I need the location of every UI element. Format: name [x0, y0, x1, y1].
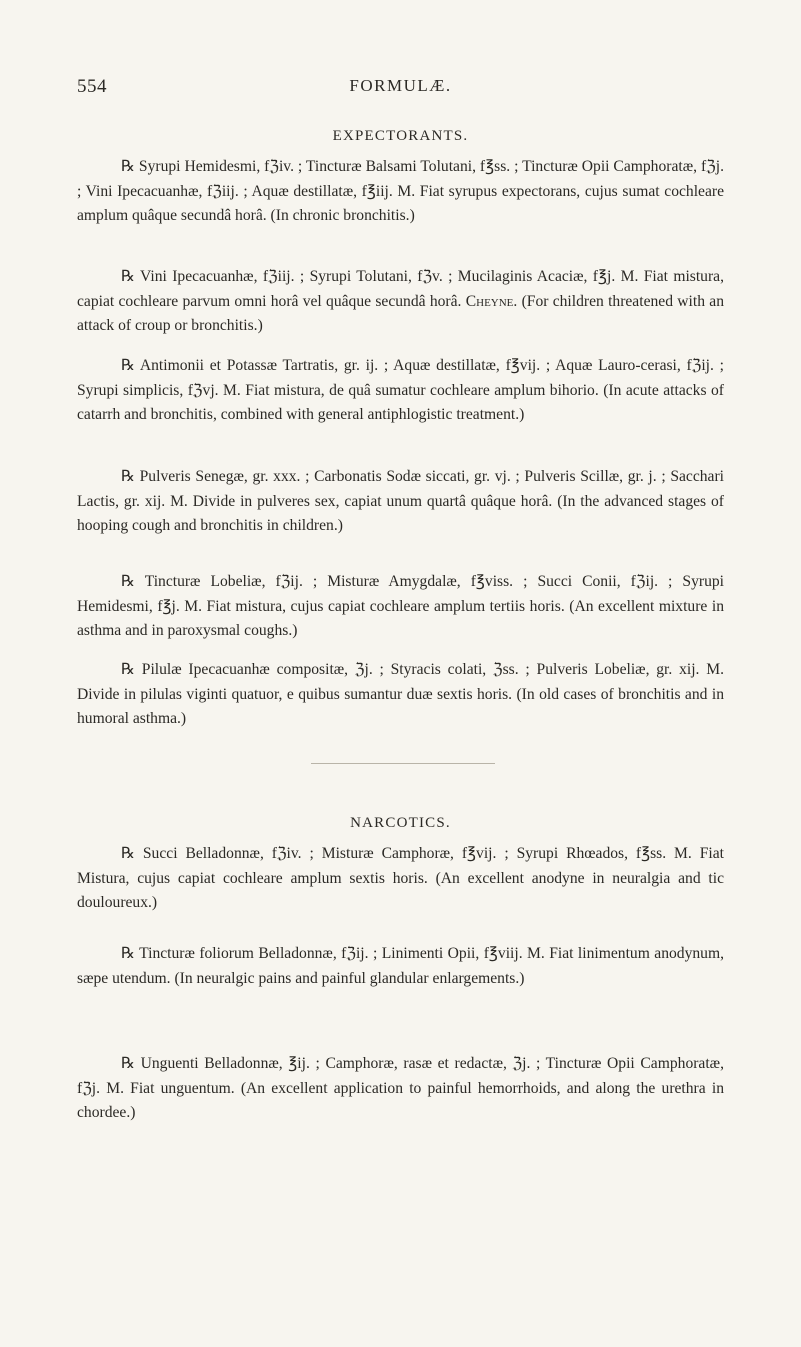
recipe-paragraph: ℞ Tincturæ Lobeliæ, fℨij. ; Misturæ Amygdalæ, f℥viss. ; Succi Conii, fℨij. ; Syrupi Hemidesmi, f℥j. M. Fiat mistura, cujus capiat cochleare amplum tertiis horis. (An excellent mixture in asthma and in paroxysmal coughs.): [77, 573, 724, 640]
recipe-paragraph: ℞ Antimonii et Potassæ Tartratis, gr. ij. ; Aquæ destillatæ, f℥vij. ; Aquæ Lauro-cerasi, fℨij. ; Syrupi simplicis, fℨvj. M. Fiat mistura, de quâ sumatur cochleare amplum bihorio. (In acute attacks of catarrh and bronchitis, combined with general antiphlogistic treatment.): [77, 357, 724, 424]
section-divider: [311, 763, 495, 764]
recipe-paragraph: ℞ Tincturæ foliorum Belladonnæ, fℨij. ; Linimenti Opii, f℥viij. M. Fiat linimentum anodynum, sæpe utendum. (In neuralgic pains and painful glandular enlargements.): [77, 945, 724, 987]
running-head: [77, 76, 724, 102]
recipe-paragraph: ℞ Pulveris Senegæ, gr. xxx. ; Carbonatis Sodæ siccati, gr. vj. ; Pulveris Scillæ, gr. j. ; Sacchari Lactis, gr. xij. M. Divide in pulveres sex, capiat unum quartâ quâque horâ. (In the advanced stages of hooping cough and bronchitis in children.): [77, 468, 724, 535]
recipe-paragraph: ℞ Pilulæ Ipecacuanhæ compositæ, ℨj. ; Styracis colati, ℨss. ; Pulveris Lobeliæ, gr. xij. M. Divide in pilulas viginti quatuor, e quibus sumantur duæ sextis horis. (In old cases of bronchitis and in humoral asthma.): [77, 661, 724, 728]
recipe-paragraph: ℞ Syrupi Hemidesmi, fℨiv. ; Tincturæ Balsami Tolutani, f℥ss. ; Tincturæ Opii Camphoratæ, fℨj. ; Vini Ipecacuanhæ, fℨiij. ; Aquæ destillatæ, f℥iij. M. Fiat syrupus expectorans, cujus sumat cochleare amplum quâque secundâ horâ. (In chronic bronchitis.): [77, 158, 724, 225]
recipe-author: Cheyne.: [465, 292, 518, 310]
recipe-paragraph: ℞ Succi Belladonnæ, fℨiv. ; Misturæ Camphoræ, f℥vij. ; Syrupi Rhœados, f℥ss. M. Fiat Mistura, cujus capiat cochleare amplum sextis horis. (An excellent anodyne in neuralgia and tic douloureux.): [77, 845, 724, 912]
recipe-text: ℞ Vini Ipecacuanhæ, fℨiij. ; Syrupi Tolutani, fℨv. ; Mucilaginis Acaciæ, f℥j. M. Fiat mistura, capiat cochleare parvum omni horâ vel quâque secundâ horâ.: [77, 268, 724, 310]
section-heading-expectorants: EXPECTORANTS.: [332, 128, 469, 144]
page-number: 554: [77, 76, 107, 97]
running-title: FORMULÆ.: [349, 76, 452, 95]
recipe-paragraph: [77, 265, 724, 339]
recipe-paragraph: ℞ Unguenti Belladonnæ, ℥ij. ; Camphoræ, rasæ et redactæ, ℨj. ; Tincturæ Opii Camphoratæ, fℨj. M. Fiat unguentum. (An excellent application to painful hemorrhoids, and along the urethra in chordee.): [77, 1055, 724, 1122]
section-heading-narcotics: NARCOTICS.: [350, 815, 451, 831]
recipe-note: (For children threatened with an attack of croup or bronchitis.): [77, 292, 724, 335]
